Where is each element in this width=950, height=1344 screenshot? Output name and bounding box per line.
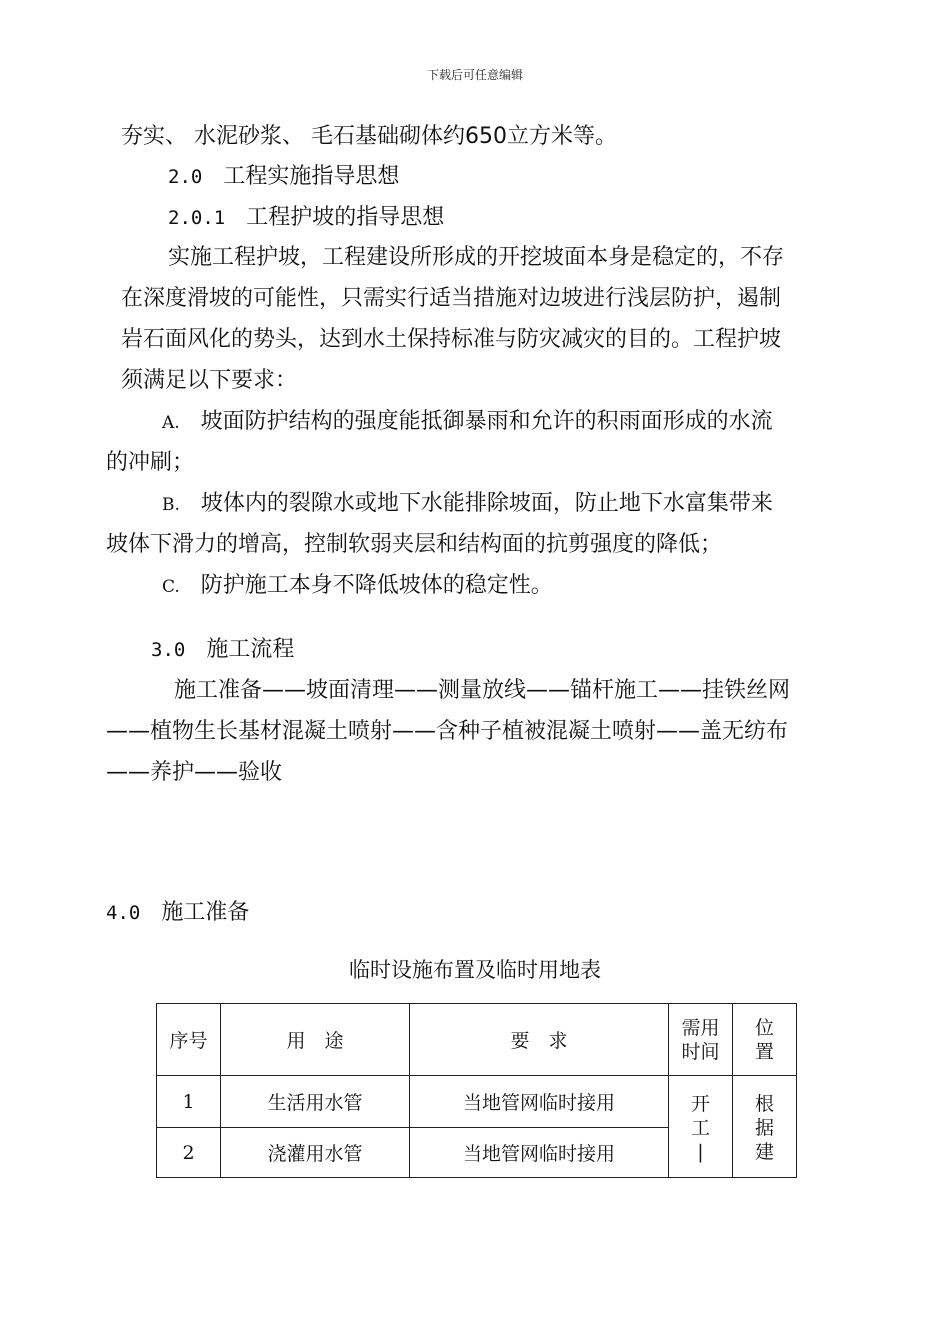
body-line: ——植物生长基材混凝土喷射——含种子植被混凝土喷射——盖无纺布 [106,719,789,744]
section-number: 4.0 [106,902,141,924]
cell-position-merged [733,1076,797,1178]
time-char: 工 [690,1117,710,1139]
body-line: 实施工程护坡，工程建设所形成的开挖坡面本身是稳定的，不存 [168,245,785,270]
table-title: 临时设施布置及临时用地表 [349,958,601,982]
body-line: 岩石面风化的势头，达到水土保持标准与防灾减灾的目的。工程护坡 [121,327,782,352]
section-number: 3.0 [151,639,186,661]
position-char: 据 [754,1117,774,1139]
header-use: 用 途 [221,1004,410,1076]
time-char: | [697,1141,704,1163]
header-time-line2: 时间 [681,1040,720,1063]
body-line: 在深度滑坡的可能性，只需实行适当措施对边坡进行浅层防护，遏制 [121,286,782,311]
list-item-c [162,572,553,601]
list-item-b [162,490,773,519]
body-line: 的冲刷； [106,450,195,475]
cell-requirement: 当地管网临时接用 [410,1076,669,1128]
position-char: 根 [754,1093,774,1115]
section-heading [168,163,399,191]
list-text: 坡体内的裂隙水或地下水能排除坡面，防止地下水富集带来 [200,491,773,516]
section-title: 工程护坡的指导思想 [246,205,445,230]
table-row [157,1076,797,1128]
list-label: B. [162,495,180,515]
section-number: 2.0.1 [168,207,226,229]
list-label: A. [162,413,180,433]
cell-seq: 2 [157,1128,221,1178]
facility-table [156,1003,797,1178]
header-position-line1: 位 [754,1016,774,1039]
body-line: 须满足以下要求： [121,368,298,393]
section-title: 工程实施指导思想 [223,164,400,189]
header-position-line2: 置 [754,1040,774,1063]
table-header-row [157,1004,797,1076]
time-char: 开 [690,1093,710,1115]
header-time-line1: 需用 [681,1016,720,1039]
header-seq: 序号 [157,1004,221,1076]
cell-seq: 1 [157,1076,221,1128]
body-line: 坡体下滑力的增高，控制软弱夹层和结构面的抗剪强度的降低； [106,532,723,557]
header-position [733,1004,797,1076]
body-line: 施工准备——坡面清理——测量放线——锚杆施工——挂铁丝网 [174,678,791,703]
section-heading [106,899,249,927]
body-line: 夯实、 水泥砂浆、 毛石基础砌体约650立方米等。 [121,124,617,149]
cell-use: 浇灌用水管 [221,1128,410,1178]
list-item-a [162,408,773,437]
position-char: 建 [754,1141,774,1163]
section-title: 施工流程 [206,637,295,662]
section-title: 施工准备 [161,900,250,925]
body-line: ——养护——验收 [106,760,283,785]
section-number: 2.0 [168,166,203,188]
list-label: C. [162,577,180,597]
cell-time-merged [669,1076,733,1178]
list-text: 防护施工本身不降低坡体的稳定性。 [200,573,553,598]
subsection-heading [168,204,444,232]
cell-use: 生活用水管 [221,1076,410,1128]
list-text: 坡面防护结构的强度能抵御暴雨和允许的积雨面形成的水流 [200,409,773,434]
cell-requirement: 当地管网临时接用 [410,1128,669,1178]
header-requirement: 要 求 [410,1004,669,1076]
header-time [669,1004,733,1076]
page-header: 下载后可任意编辑 [426,68,523,82]
section-heading [151,636,294,664]
